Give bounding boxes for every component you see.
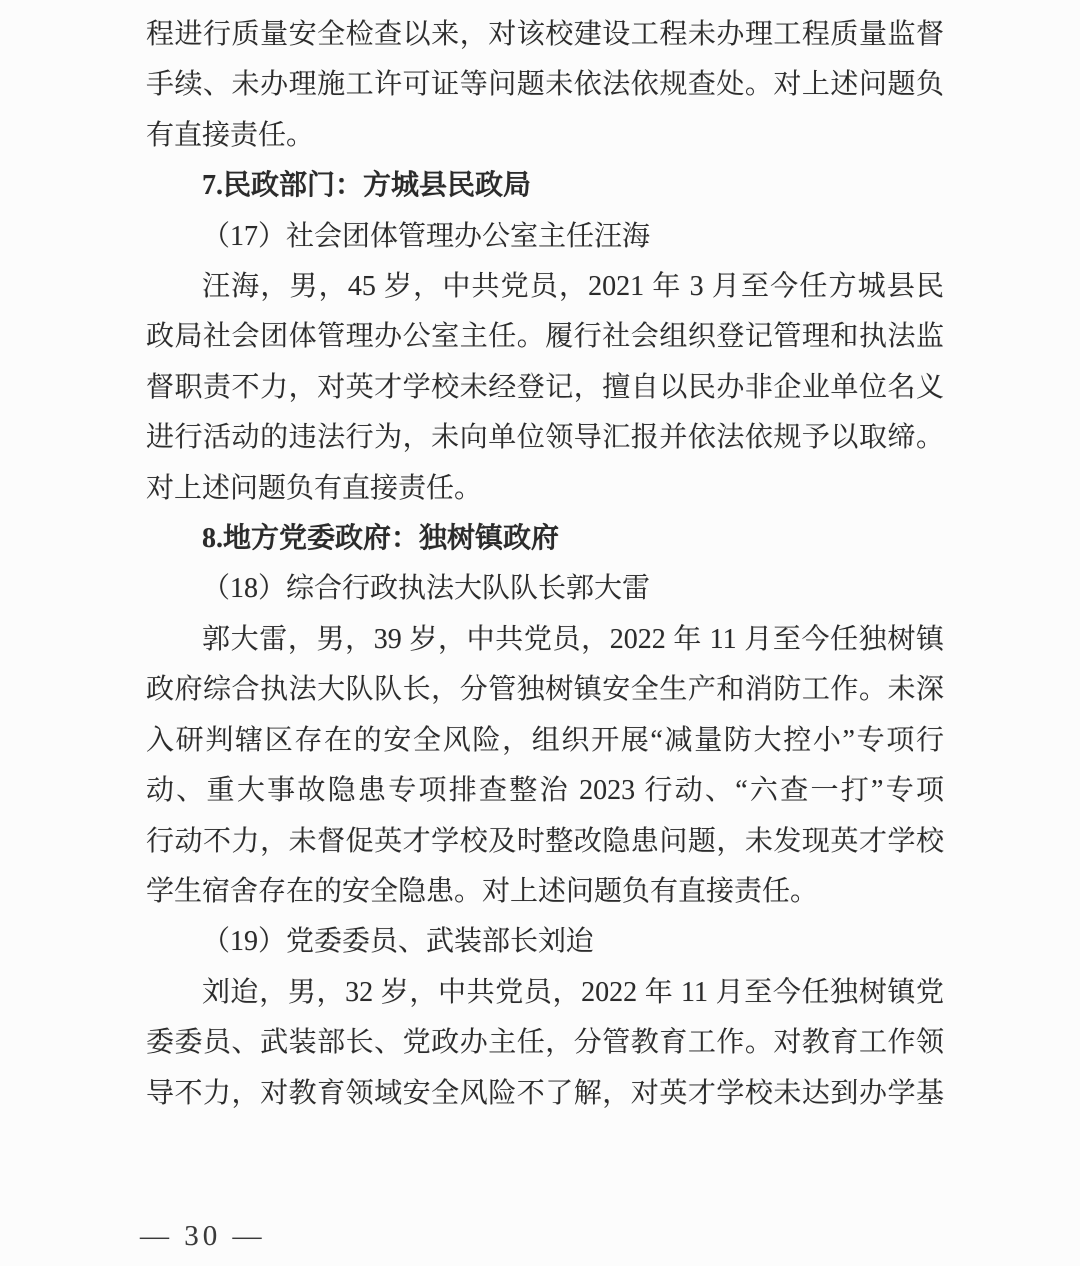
text-line: 程进行质量安全检查以来，对该校建设工程未办理工程质量监督 [146,19,944,50]
paragraph [146,262,944,514]
text-line: 进行活动的违法行为，未向单位领导汇报并依法依规予以取缔。 [146,422,944,454]
page-body [146,10,944,1119]
subheading [146,212,944,262]
subheading [146,917,944,967]
paragraph [146,968,944,1119]
subheading [146,564,944,614]
heading [146,161,944,211]
text-line: 汪海，男，45 岁，中共党员，2021 年 3 月至今任方城县民 [202,271,944,303]
text-line: （19）党委委员、武装部长刘迨 [202,926,595,958]
text-line: （18）综合行政执法大队队长郭大雷 [202,573,651,605]
text-line: 郭大雷，男，39 岁，中共党员，2022 年 11 月至今任独树镇 [202,623,944,655]
heading [146,514,944,564]
paragraph [146,615,944,917]
page-number: — 30 — [140,1220,266,1252]
text-line: 有直接责任。 [146,119,315,151]
text-line: 入研判辖区存在的安全风险，组织开展“减量防大控小”专项行 [146,724,944,756]
text-line: 政府综合执法大队队长，分管独树镇安全生产和消防工作。未深 [146,674,944,706]
text-line: 对上述问题负有直接责任。 [146,472,483,504]
text-line: 学生宿舍存在的安全隐患。对上述问题负有直接责任。 [146,875,819,907]
text-line: 8.地方党委政府：独树镇政府 [202,523,560,555]
text-line: 手续、未办理施工许可证等问题未依法依规查处。对上述问题负 [146,69,944,101]
text-line: 刘迨，男，32 岁，中共党员，2022 年 11 月至今任独树镇党 [202,976,944,1008]
text-line: 政局社会团体管理办公室主任。履行社会组织登记管理和执法监 [146,321,944,353]
paragraph [146,10,944,161]
text-line: 督职责不力，对英才学校未经登记，擅自以民办非企业单位名义 [146,371,944,403]
text-line: 委委员、武装部长、党政办主任，分管教育工作。对教育工作领 [146,1027,944,1059]
text-line: 动、重大事故隐患专项排查整治 2023 行动、“六查一打”专项 [146,775,944,807]
text-line: 7.民政部门：方城县民政局 [202,170,532,202]
text-line: 导不力，对教育领域安全风险不了解，对英才学校未达到办学基 [146,1077,944,1109]
text-line: （17）社会团体管理办公室主任汪海 [202,220,651,252]
text-line: 行动不力，未督促英才学校及时整改隐患问题，未发现英才学校 [146,825,944,857]
